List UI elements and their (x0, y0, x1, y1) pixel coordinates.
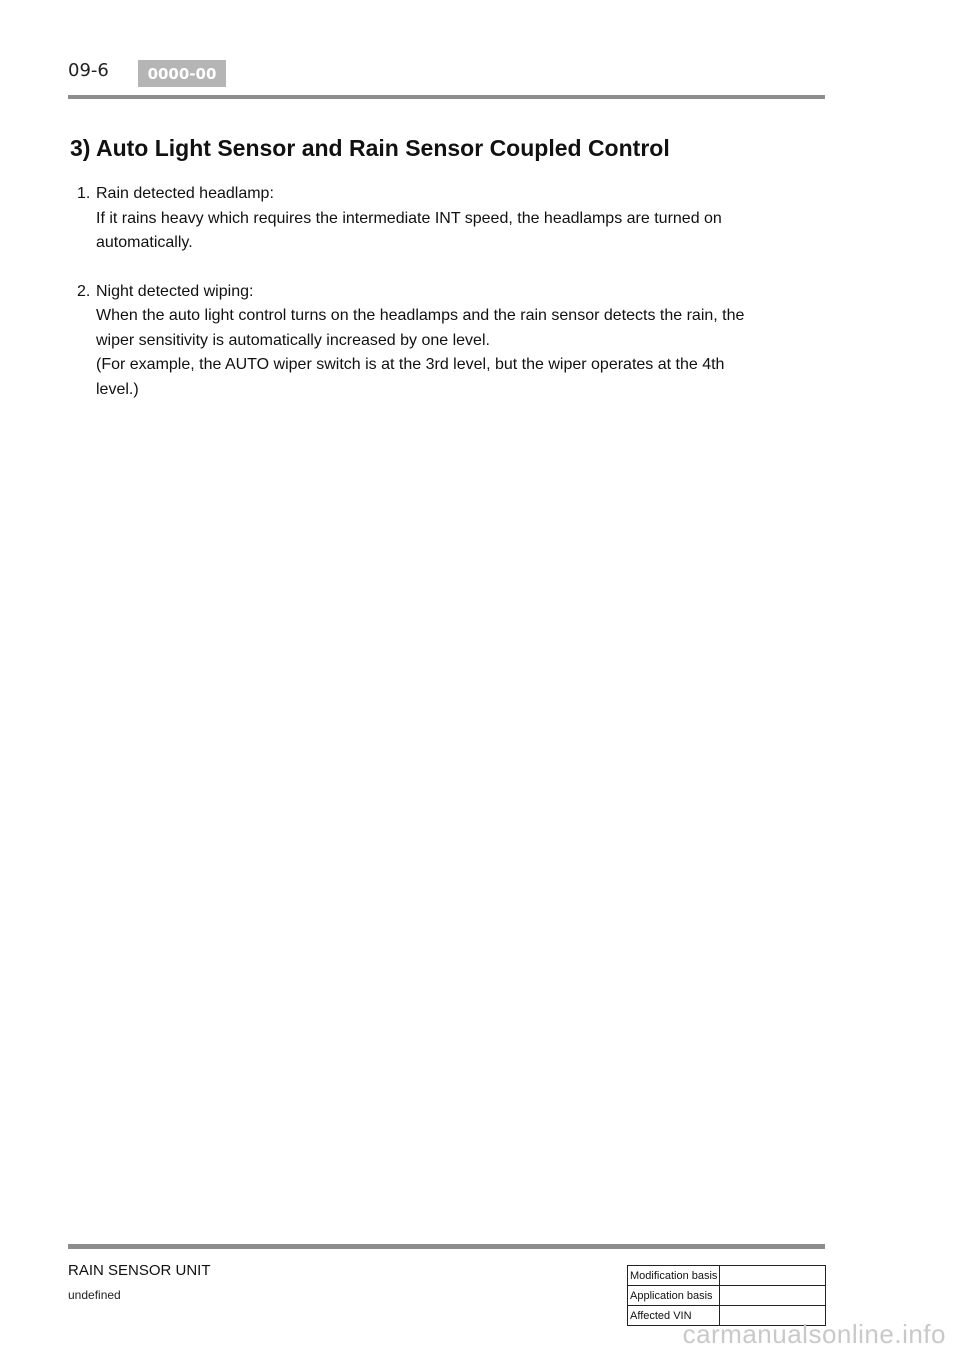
revision-value (720, 1286, 826, 1306)
table-row (628, 1286, 826, 1306)
footer-subtitle: undefined (68, 1288, 121, 1302)
list-item-text: When the auto light control turns on the headlamps and the rain sensor detects the rain, the (96, 307, 745, 324)
revision-value (720, 1266, 826, 1286)
header-divider (68, 95, 825, 99)
watermark: carmanualsonline.info (682, 1319, 946, 1349)
list-item-number: 2. (77, 282, 91, 300)
revision-label: Modification basis (628, 1266, 720, 1286)
page-number: 09-6 (68, 60, 109, 81)
list-item-text: automatically. (96, 234, 193, 251)
list-item-text: wiper sensitivity is automatically increased by one level. (96, 331, 490, 349)
section-code-badge: 0000-00 (138, 60, 226, 87)
list-item-text: (For example, the AUTO wiper switch is at the 3rd level, but the wiper operates at the 4th (96, 356, 725, 373)
revision-label: Application basis (628, 1286, 720, 1306)
numbered-list (70, 182, 820, 426)
list-item (70, 280, 820, 403)
list-item-text: level.) (96, 380, 139, 398)
list-item-number: 1. (77, 185, 91, 202)
list-item-heading: Rain detected headlamp: (96, 185, 274, 202)
footer-title: RAIN SENSOR UNIT (68, 1262, 211, 1279)
section-title: 3) Auto Light Sensor and Rain Sensor Coupled Control (70, 135, 670, 161)
footer-divider (68, 1244, 825, 1249)
revision-table (627, 1265, 826, 1326)
list-item-text: If it rains heavy which requires the intermediate INT speed, the headlamps are turned on (96, 209, 722, 227)
list-item-heading: Night detected wiping: (96, 282, 254, 300)
list-item (70, 182, 820, 256)
revision-label: Affected VIN (628, 1306, 720, 1326)
table-row (628, 1266, 826, 1286)
